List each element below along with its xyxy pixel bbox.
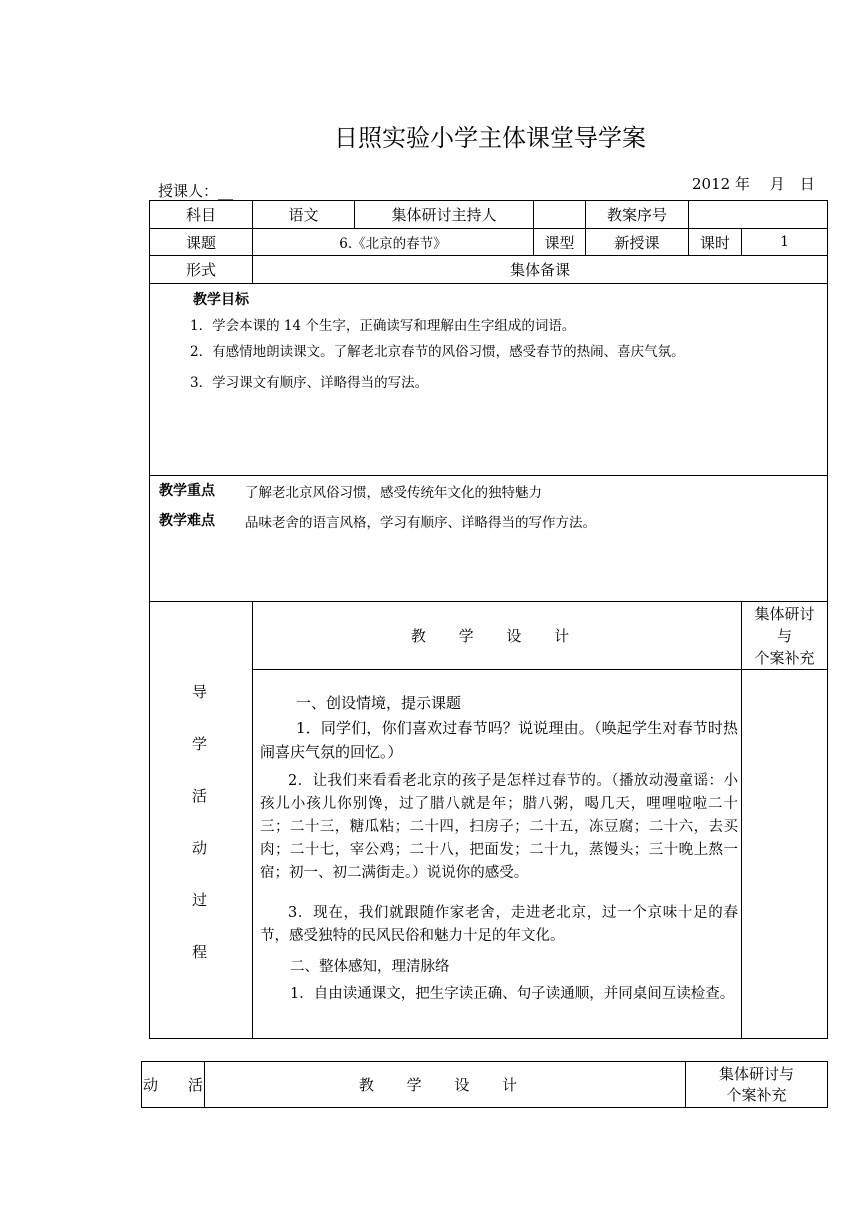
side-char: 动 xyxy=(192,839,208,857)
side-char: 程 xyxy=(192,943,208,961)
host-value xyxy=(534,201,585,228)
teacher-label: 授课人：__ xyxy=(158,182,234,200)
paragraph-4: 1．自由读通课文，把生字读正确、句子读通顺，并同桌间互读检查。 xyxy=(290,986,735,1002)
goal-item: 1．学会本课的 14 个生字，正确读写和理解由生字组成的词语。 xyxy=(190,318,576,334)
next-side-label: 动 活 xyxy=(142,1076,203,1094)
date-text: 2012 年 月 日 xyxy=(692,175,815,193)
plan-no-label: 教案序号 xyxy=(606,206,667,224)
subject-value: 语文 xyxy=(288,206,319,224)
goal-item: 3．学习课文有顺序、详略得当的写法。 xyxy=(190,375,429,391)
supplement-line: 集体研讨 xyxy=(754,605,815,623)
supplement-header xyxy=(742,603,827,669)
supplement-line: 个案补充 xyxy=(754,649,815,667)
supplement-line: 集体研讨与 xyxy=(718,1065,794,1083)
key-point-label: 教学重点 xyxy=(159,483,215,499)
section-heading: 一、创设情境，提示课题 xyxy=(296,694,462,712)
goals-heading: 教学目标 xyxy=(193,292,249,308)
subject-label: 科目 xyxy=(185,206,216,224)
type-label: 课型 xyxy=(544,233,575,252)
side-char: 过 xyxy=(192,891,208,909)
design-header: 教 学 设 计 xyxy=(410,627,584,645)
next-design-header: 教 学 设 计 xyxy=(358,1076,532,1094)
key-point-text: 了解老北京风俗习惯，感受传统年文化的独特魅力 xyxy=(245,485,542,501)
supplement-line: 个案补充 xyxy=(726,1086,787,1104)
form-value: 集体备课 xyxy=(509,261,570,279)
plan-no-value xyxy=(689,201,827,228)
supplement-line: 与 xyxy=(776,627,792,645)
goal-item: 2．有感情地朗读课文。了解老北京春节的风俗习惯，感受春节的热闹、喜庆气氛。 xyxy=(190,344,685,360)
difficulty-label: 教学难点 xyxy=(159,513,215,529)
section-heading: 二、整体感知，理清脉络 xyxy=(290,959,450,975)
difficulty-text: 品味老舍的语言风格，学习有顺序、详略得当的写作方法。 xyxy=(245,515,596,531)
host-label: 集体研讨主持人 xyxy=(391,206,497,224)
topic-label: 课题 xyxy=(185,233,216,252)
next-supplement-header xyxy=(686,1064,827,1106)
hours-value: 1 xyxy=(780,234,789,250)
side-char: 导 xyxy=(192,683,208,701)
paragraph-3: 3．现在，我们就跟随作家老舍，走进老北京，过一个京味十足的春节，感受独特的民风民俗和魅力十足的年文化。 xyxy=(260,905,738,944)
hours-label: 课时 xyxy=(699,233,730,252)
side-char: 活 xyxy=(192,787,208,805)
paragraph-2: 2．让我们来看看老北京的孩子是怎样过春节的。（播放动漫童谣：小孩儿小孩儿你别馋，过了腊八就是年；腊八粥，喝几天，哩哩啦啦二十三；二十三，糖瓜粘；二十四，扫房子；二十五，冻豆腐；二十六，去买肉；二十七，宰公鸡；二十八，把面发；二十九，蒸馒头；三十晚上熬一宿；初一、初二满街走。）说说你的感受。 xyxy=(260,773,738,881)
topic-value: 6.《北京的春节》 xyxy=(339,236,447,252)
type-value: 新授课 xyxy=(614,233,660,252)
page-title: 日照实验小学主体课堂导学案 xyxy=(334,124,646,152)
side-char: 学 xyxy=(192,735,208,753)
paragraph-1: 1．同学们，你们喜欢过春节吗？说说理由。（唤起学生对春节时热闹喜庆气氛的回忆。） xyxy=(260,719,738,761)
form-label: 形式 xyxy=(185,261,216,279)
